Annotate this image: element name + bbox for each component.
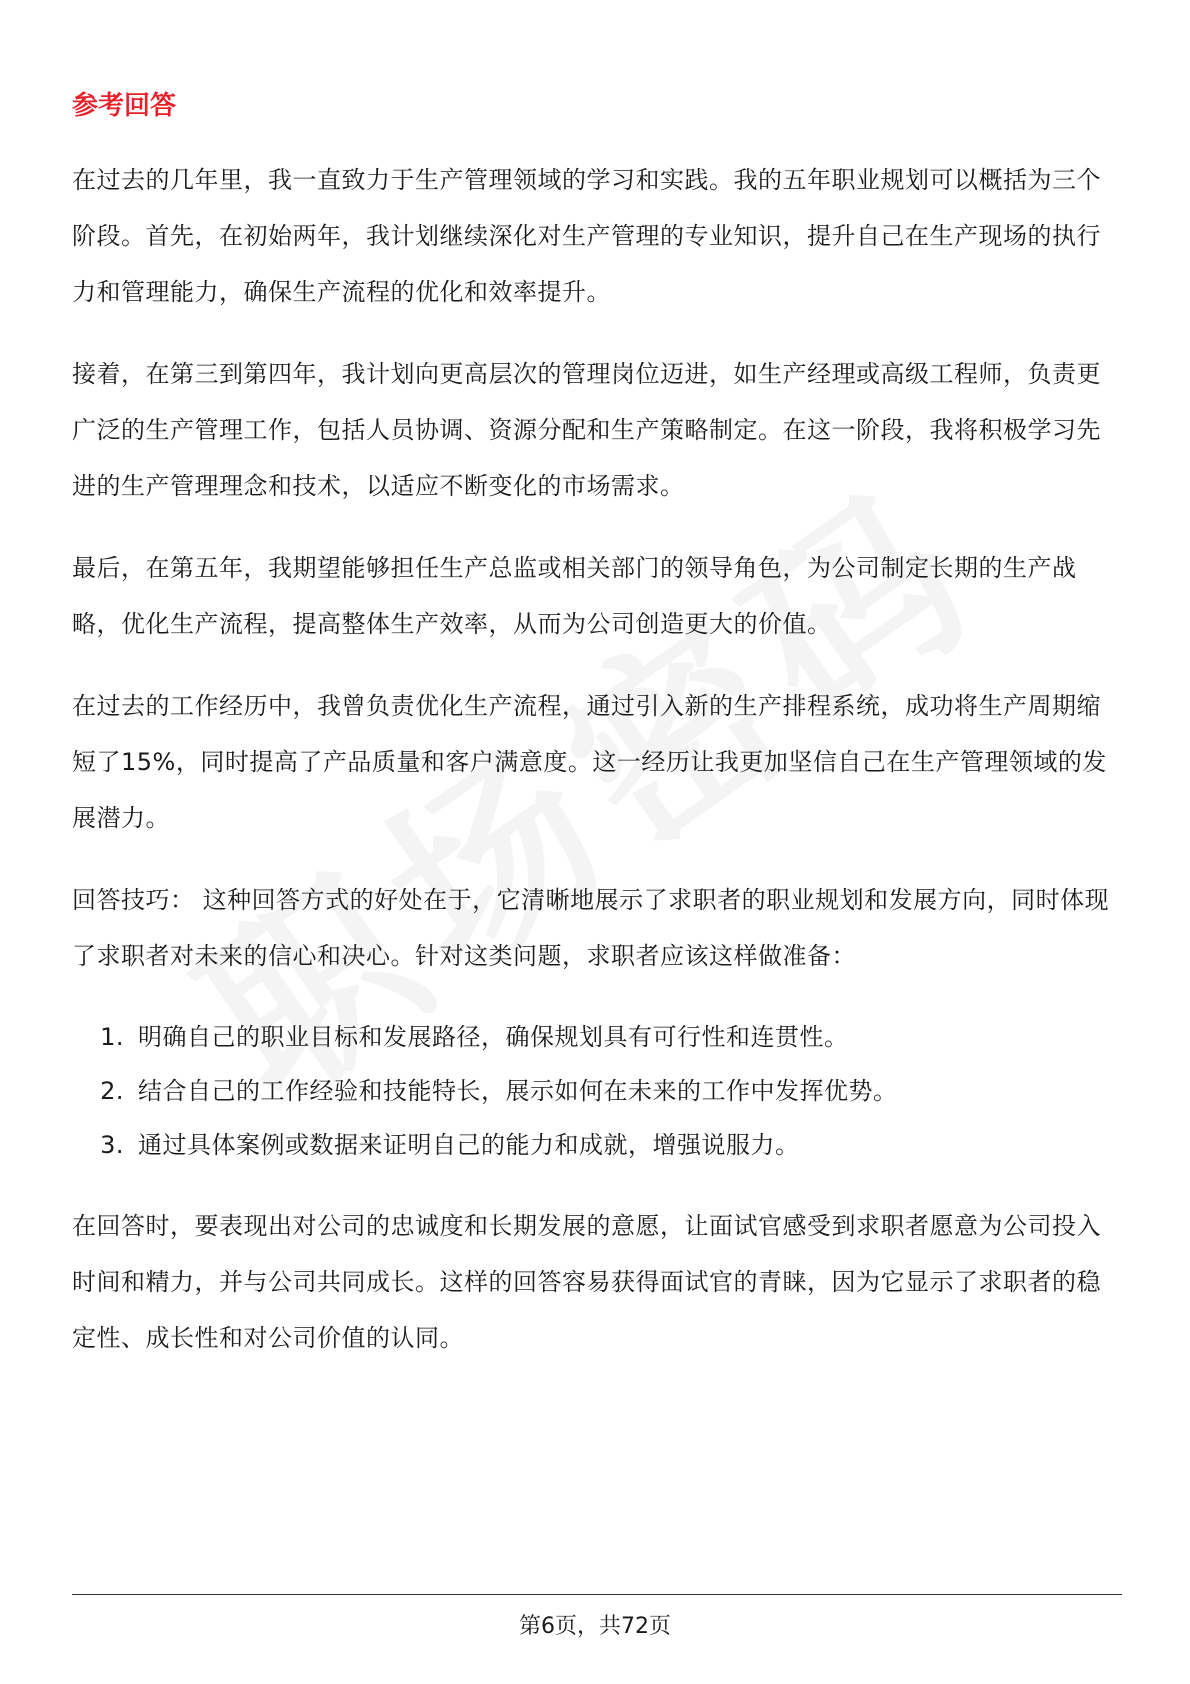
list-item-text: 明确自己的职业目标和发展路径，确保规划具有可行性和连贯性。: [138, 1023, 849, 1051]
list-item-number: 2.: [100, 1077, 124, 1105]
list-item-number: 3.: [100, 1131, 124, 1159]
list-item-text: 结合自己的工作经验和技能特长，展示如何在未来的工作中发挥优势。: [138, 1077, 898, 1105]
list-item-number: 1.: [100, 1023, 124, 1051]
paragraph-long-term: 最后，在第五年，我期望能够担任生产总监或相关部门的领导角色，为公司制定长期的生产战略，优化生产流程，提高整体生产效率，从而为公司创造更大的价值。: [72, 554, 1077, 638]
paragraph-closing: 在回答时，要表现出对公司的忠诚度和长期发展的意愿，让面试官感受到求职者愿意为公司投入时间和精力，并与公司共同成长。这样的回答容易获得面试官的青睐，因为它显示了求职者的稳定性、成长性和对公司价值的认同。: [72, 1212, 1101, 1352]
document-content: [72, 88, 1122, 1392]
paragraph-tips: 回答技巧： 这种回答方式的好处在于，它清晰地展示了求职者的职业规划和发展方向，同时体现了求职者对未来的信心和决心。针对这类问题，求职者应该这样做准备：: [72, 886, 1110, 970]
list-item: [72, 1118, 1122, 1172]
paragraph-intro: 在过去的几年里，我一直致力于生产管理领域的学习和实践。我的五年职业规划可以概括为三个阶段。首先，在初始两年，我计划继续深化对生产管理的专业知识，提升自己在生产现场的执行力和管理能力，确保生产流程的优化和效率提升。: [72, 166, 1101, 306]
list-item: [72, 1064, 1122, 1118]
page-number: 第6页，共72页: [519, 1614, 671, 1639]
tips-list: [72, 1010, 1122, 1172]
paragraph-experience: 在过去的工作经历中，我曾负责优化生产流程，通过引入新的生产排程系统，成功将生产周期缩短了15%，同时提高了产品质量和客户满意度。这一经历让我更加坚信自己在生产管理领域的发展潜力。: [72, 692, 1107, 832]
list-item: [72, 1010, 1122, 1064]
footer-divider: [72, 1594, 1122, 1595]
section-heading: 参考回答: [72, 91, 177, 121]
list-item-text: 通过具体案例或数据来证明自己的能力和成就，增强说服力。: [138, 1131, 800, 1159]
paragraph-mid-term: 接着，在第三到第四年，我计划向更高层次的管理岗位迈进，如生产经理或高级工程师，负责更广泛的生产管理工作，包括人员协调、资源分配和生产策略制定。在这一阶段，我将积极学习先进的生产管理理念和技术，以适应不断变化的市场需求。: [72, 360, 1101, 500]
